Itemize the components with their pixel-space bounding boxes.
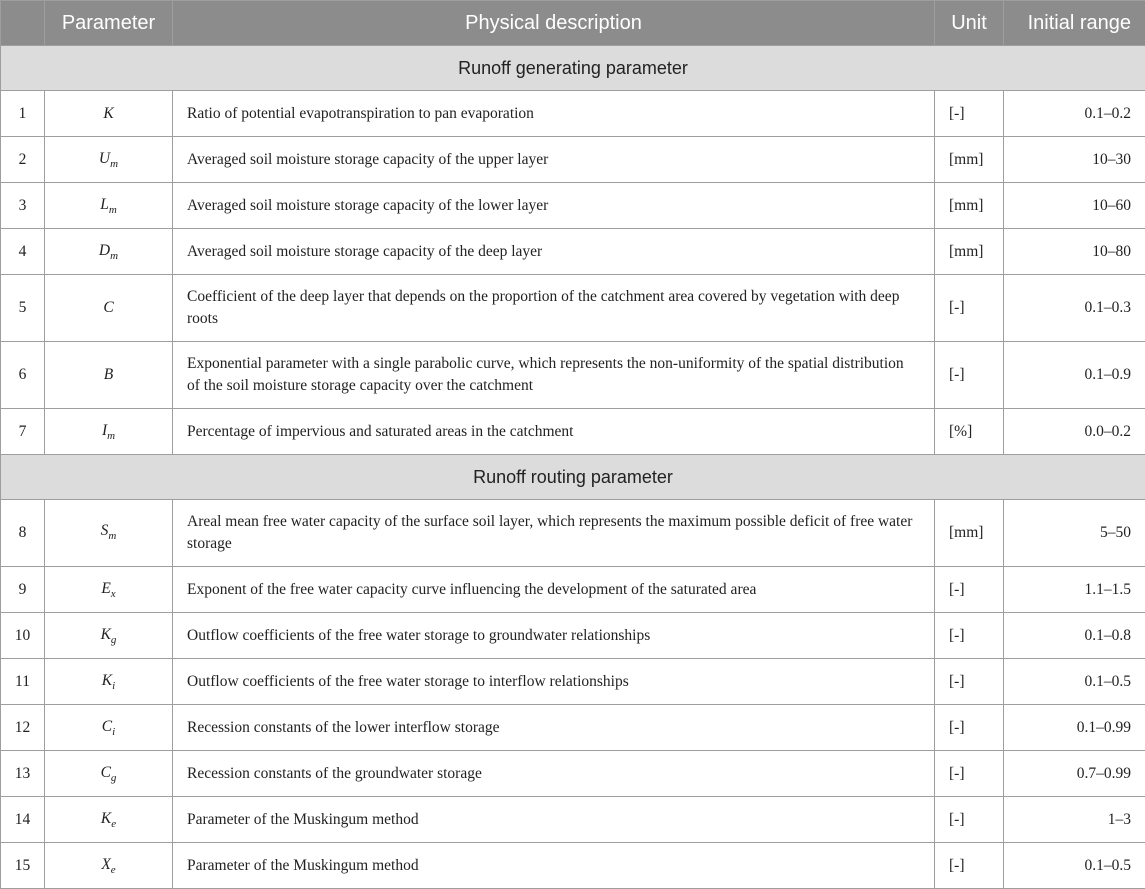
initial-range: 0.1–0.8 <box>1004 613 1145 659</box>
symbol-letter: C <box>100 763 111 781</box>
symbol-subscript: g <box>110 771 117 784</box>
symbol-subscript: g <box>110 633 117 646</box>
header-description: Physical description <box>173 1 935 46</box>
symbol-subscript: m <box>107 429 116 442</box>
physical-description: Percentage of impervious and saturated areas in the catchment <box>173 409 935 455</box>
table-row <box>1 705 1145 751</box>
physical-description: Parameter of the Muskingum method <box>173 797 935 843</box>
row-number: 9 <box>1 567 45 613</box>
physical-description: Recession constants of the lower interflow storage <box>173 705 935 751</box>
initial-range: 0.1–0.99 <box>1004 705 1145 751</box>
symbol-letter: I <box>101 421 108 439</box>
parameter-symbol <box>45 409 173 455</box>
symbol-subscript: x <box>110 587 116 600</box>
unit: [mm] <box>935 229 1004 275</box>
row-number: 3 <box>1 183 45 229</box>
physical-description: Areal mean free water capacity of the surface soil layer, which represents the maximum possible deficit of free water storage <box>173 500 935 567</box>
table-row <box>1 342 1145 409</box>
parameter-symbol <box>45 751 173 797</box>
row-number: 10 <box>1 613 45 659</box>
physical-description: Outflow coefficients of the free water storage to interflow relationships <box>173 659 935 705</box>
symbol-letter: K <box>100 625 111 643</box>
table-row <box>1 797 1145 843</box>
symbol-subscript: m <box>108 529 117 542</box>
symbol-letter: K <box>103 104 114 122</box>
header-initial-range: Initial range <box>1004 1 1145 46</box>
table-row <box>1 183 1145 229</box>
symbol-letter: S <box>100 521 109 539</box>
parameter-symbol <box>45 183 173 229</box>
row-number: 15 <box>1 843 45 889</box>
parameter-symbol <box>45 275 173 342</box>
symbol-subscript: m <box>110 249 119 262</box>
table-row <box>1 500 1145 567</box>
row-number: 4 <box>1 229 45 275</box>
table-row <box>1 137 1145 183</box>
header-row <box>1 1 1145 46</box>
table-row <box>1 659 1145 705</box>
physical-description: Coefficient of the deep layer that depends on the proportion of the catchment area covered by vegetation with deep roots <box>173 275 935 342</box>
table-row <box>1 275 1145 342</box>
unit: [mm] <box>935 500 1004 567</box>
initial-range: 0.0–0.2 <box>1004 409 1145 455</box>
symbol-letter: K <box>100 809 112 827</box>
physical-description: Averaged soil moisture storage capacity of the upper layer <box>173 137 935 183</box>
initial-range: 10–30 <box>1004 137 1145 183</box>
physical-description: Exponential parameter with a single parabolic curve, which represents the non-uniformity of the spatial distribution of the soil moisture storage capacity over the catchment <box>173 342 935 409</box>
section-title: Runoff routing parameter <box>1 455 1145 500</box>
parameter-symbol <box>45 797 173 843</box>
symbol-subscript: m <box>110 157 119 170</box>
initial-range: 10–60 <box>1004 183 1145 229</box>
parameter-symbol <box>45 500 173 567</box>
symbol-letter: B <box>103 366 114 383</box>
unit: [-] <box>935 91 1004 137</box>
row-number: 2 <box>1 137 45 183</box>
table-row <box>1 613 1145 659</box>
physical-description: Recession constants of the groundwater storage <box>173 751 935 797</box>
row-number: 12 <box>1 705 45 751</box>
initial-range: 0.1–0.5 <box>1004 659 1145 705</box>
parameter-symbol <box>45 567 173 613</box>
initial-range: 1.1–1.5 <box>1004 567 1145 613</box>
table-row <box>1 229 1145 275</box>
physical-description: Ratio of potential evapotranspiration to pan evaporation <box>173 91 935 137</box>
physical-description: Parameter of the Muskingum method <box>173 843 935 889</box>
parameter-symbol <box>45 705 173 751</box>
parameter-symbol <box>45 91 173 137</box>
symbol-letter: L <box>100 195 109 213</box>
table-row <box>1 751 1145 797</box>
initial-range: 5–50 <box>1004 500 1145 567</box>
initial-range: 0.1–0.2 <box>1004 91 1145 137</box>
parameter-symbol <box>45 137 173 183</box>
symbol-letter: D <box>98 241 111 259</box>
header-number <box>1 1 45 46</box>
row-number: 1 <box>1 91 45 137</box>
table-body <box>1 46 1145 889</box>
unit: [%] <box>935 409 1004 455</box>
parameter-symbol <box>45 659 173 705</box>
physical-description: Averaged soil moisture storage capacity of the lower layer <box>173 183 935 229</box>
unit: [-] <box>935 342 1004 409</box>
symbol-letter: X <box>101 855 111 873</box>
parameter-symbol <box>45 843 173 889</box>
symbol-letter: E <box>101 579 111 597</box>
row-number: 14 <box>1 797 45 843</box>
unit: [-] <box>935 843 1004 889</box>
row-number: 8 <box>1 500 45 567</box>
parameter-symbol <box>45 342 173 409</box>
unit: [-] <box>935 613 1004 659</box>
physical-description: Averaged soil moisture storage capacity of the deep layer <box>173 229 935 275</box>
unit: [mm] <box>935 137 1004 183</box>
symbol-letter: U <box>98 149 111 167</box>
physical-description: Exponent of the free water capacity curve influencing the development of the saturated area <box>173 567 935 613</box>
table-row <box>1 843 1145 889</box>
physical-description: Outflow coefficients of the free water storage to groundwater relationships <box>173 613 935 659</box>
initial-range: 0.7–0.99 <box>1004 751 1145 797</box>
symbol-subscript: i <box>112 679 116 692</box>
section-row <box>1 455 1145 500</box>
symbol-letter: K <box>101 671 113 689</box>
row-number: 11 <box>1 659 45 705</box>
row-number: 7 <box>1 409 45 455</box>
initial-range: 0.1–0.5 <box>1004 843 1145 889</box>
symbol-subscript: i <box>112 725 116 738</box>
section-row <box>1 46 1145 91</box>
initial-range: 1–3 <box>1004 797 1145 843</box>
initial-range: 0.1–0.9 <box>1004 342 1145 409</box>
unit: [-] <box>935 751 1004 797</box>
symbol-subscript: m <box>108 203 117 216</box>
initial-range: 0.1–0.3 <box>1004 275 1145 342</box>
unit: [-] <box>935 659 1004 705</box>
unit: [mm] <box>935 183 1004 229</box>
row-number: 5 <box>1 275 45 342</box>
table-row <box>1 409 1145 455</box>
unit: [-] <box>935 567 1004 613</box>
symbol-letter: C <box>101 717 113 735</box>
symbol-subscript: e <box>111 817 117 830</box>
unit: [-] <box>935 705 1004 751</box>
row-number: 13 <box>1 751 45 797</box>
parameter-symbol <box>45 229 173 275</box>
symbol-subscript: e <box>110 863 116 876</box>
initial-range: 10–80 <box>1004 229 1145 275</box>
table-row <box>1 91 1145 137</box>
symbol-letter: C <box>103 299 114 316</box>
table-header <box>1 1 1145 46</box>
unit: [-] <box>935 275 1004 342</box>
unit: [-] <box>935 797 1004 843</box>
parameter-symbol <box>45 613 173 659</box>
row-number: 6 <box>1 342 45 409</box>
header-unit: Unit <box>935 1 1004 46</box>
section-title: Runoff generating parameter <box>1 46 1145 91</box>
table-row <box>1 567 1145 613</box>
header-parameter: Parameter <box>45 1 173 46</box>
